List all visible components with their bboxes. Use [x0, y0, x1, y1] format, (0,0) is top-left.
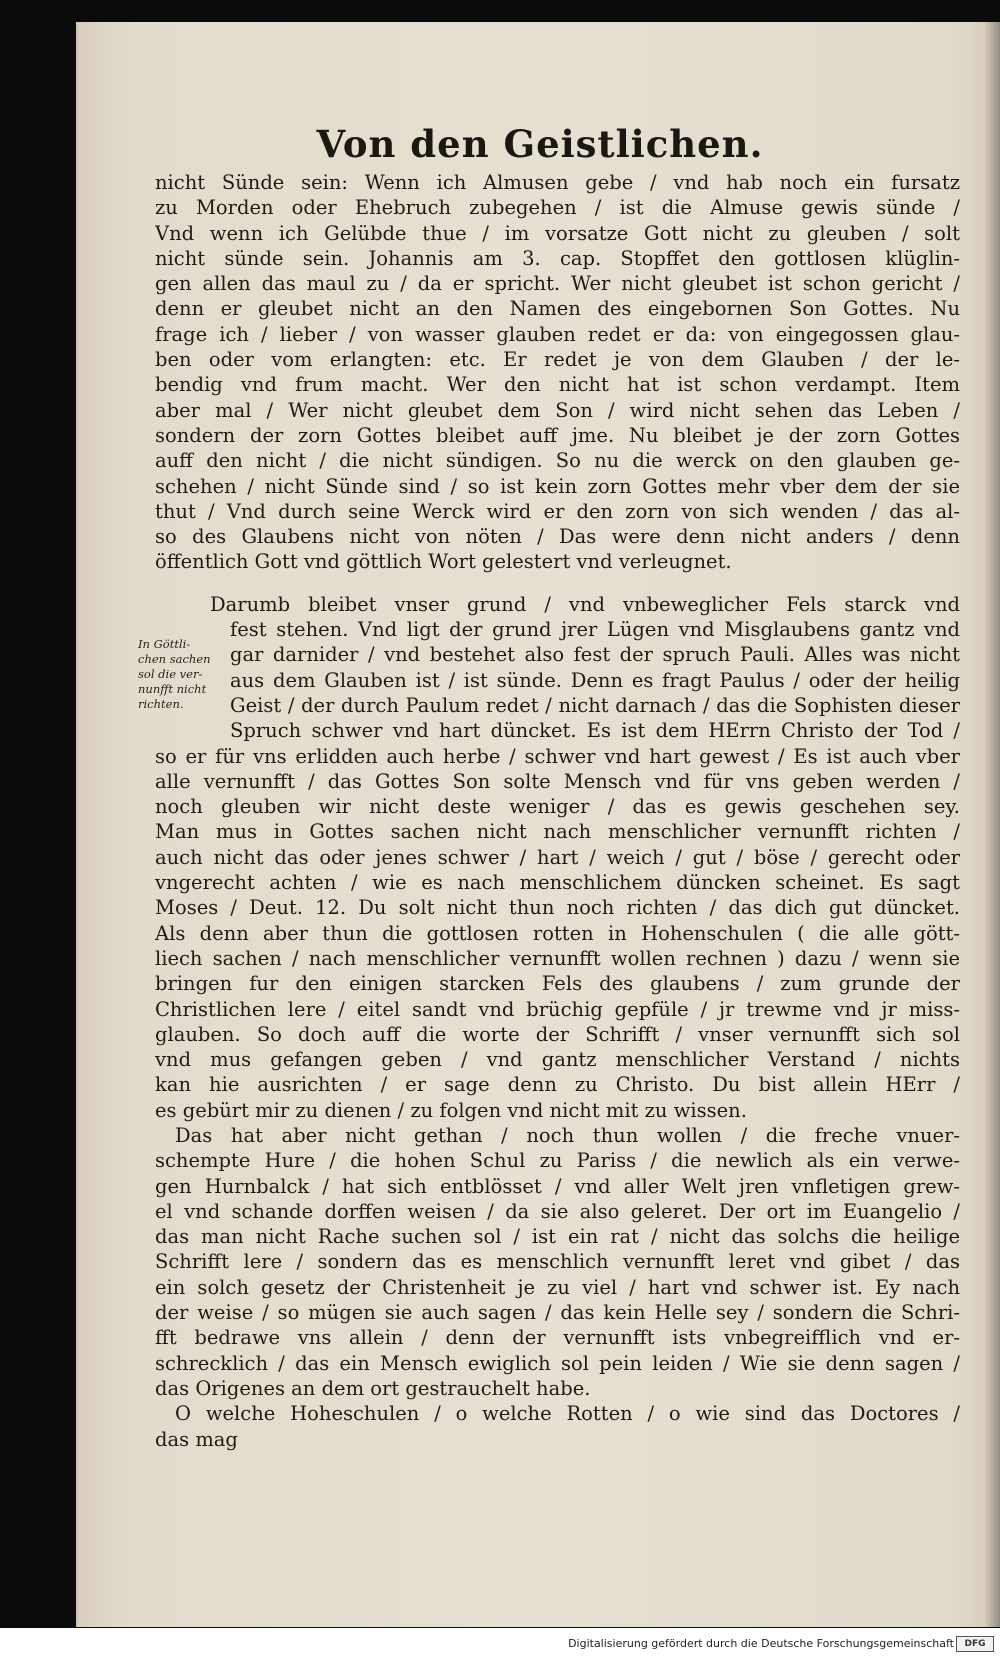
text-line: kan hie ausrichten / er sage denn zu Christo. Du bist allein HErr / — [155, 1073, 960, 1097]
text-line: schempte Hure / die hohen Schul zu Pariss / die newlich als ein verwe- — [155, 1149, 960, 1173]
text-line: denn er gleubet nicht an den Namen des eingebornen Son Gottes. Nu — [155, 297, 960, 321]
text-line: der weise / so mügen sie auch sagen / das kein Helle sey / sondern die Schri- — [155, 1301, 960, 1325]
margin-note-line: nunfft nicht — [138, 682, 207, 696]
margin-note — [138, 637, 228, 712]
text-line: es gebürt mir zu dienen / zu folgen vnd nicht mit zu wissen. — [155, 1098, 747, 1122]
text-line: zu Morden oder Ehebruch zubegehen / ist die Almuse gewis sünde / — [155, 196, 960, 220]
text-line: Das hat aber nicht gethan / noch thun wollen / die freche vnuer- — [175, 1123, 960, 1147]
footer-credit: Digitalisierung gefördert durch die Deutsche Forschungsgemeinschaft — [568, 1637, 954, 1650]
text-line: ein solch gesetz der Christenheit je zu viel / hart vnd schwer ist. Ey nach — [155, 1275, 960, 1299]
text-line: Schrifft lere / sondern das es menschlich vernunfft leret vnd gibet / das — [155, 1250, 960, 1274]
text-line: Man mus in Gottes sachen nicht nach menschlicher vernunfft richten / — [155, 820, 960, 844]
margin-note-line: In Göttli- — [138, 637, 191, 651]
text-line: auch nicht das oder jenes schwer / hart / weich / gut / böse / gerecht oder — [155, 845, 960, 869]
text-line: schrecklich / das ein Mensch ewiglich sol pein leiden / Wie sie denn sagen / — [155, 1351, 960, 1375]
text-line: bringen fur den einigen starcken Fels des glaubens / zum grunde der — [155, 972, 960, 996]
text-line: Vnd wenn ich Gelübde thue / im vorsatze Gott nicht zu gleuben / solt — [155, 221, 960, 245]
text-line: das mag — [155, 1427, 238, 1451]
text-line: Christlichen lere / eitel sandt vnd brüchig gepfüle / jr trewme vnd jr miss- — [155, 997, 960, 1021]
text-line: öffentlich Gott vnd göttlich Wort gelestert vnd verleugnet. — [155, 550, 732, 574]
text-line: aber mal / Wer nicht gleubet dem Son / wird nicht sehen das Leben / — [155, 398, 960, 422]
text-line: ben oder vom erlangten: etc. Er redet je von dem Glauben / der le- — [155, 348, 960, 372]
text-line: gen allen das maul zu / da er spricht. Wer nicht gleubet ist schon gericht / — [155, 272, 960, 296]
margin-note-line: richten. — [138, 697, 184, 711]
text-line: el vnd schande dorffen weisen / da sie also geleret. Der ort im Euangelio / — [155, 1199, 960, 1223]
text-line: vngerecht achten / wie es nach menschlichem düncken scheinet. Es sagt — [155, 871, 960, 895]
running-head: Von den Geistlichen. — [316, 122, 764, 166]
paragraph-gap — [155, 575, 960, 592]
text-line: sondern der zorn Gottes bleibet auff jme. Nu bleibet je der zorn Gottes — [155, 423, 960, 447]
text-line: Darumb bleibet vnser grund / vnd vnbeweglicher Fels starck vnd — [210, 592, 960, 616]
text-line: glauben. So doch auff die worte der Schrifft / vnser vernunfft sich sol — [155, 1022, 960, 1046]
text-line: gen Hurnbalck / hat sich entblösset / vnd aller Welt jren vnfletigen grew- — [155, 1174, 960, 1198]
text-line: thut / Vnd durch seine Werck wird er den zorn von sich wenden / das al- — [155, 499, 960, 523]
text-line: alle vernunfft / das Gottes Son solte Mensch vnd für vns geben werden / — [155, 769, 960, 793]
text-line: Spruch schwer vnd hart düncket. Es ist dem HErrn Christo der Tod / — [230, 719, 960, 743]
text-line: Moses / Deut. 12. Du solt nicht thun noch richten / das dich gut düncket. — [155, 896, 960, 920]
text-line: liech sachen / nach menschlicher vernunfft wollen rechnen ) dazu / wenn sie — [155, 946, 960, 970]
text-line: noch gleuben wir nicht deste weniger / das es gewis geschehen sey. — [155, 795, 960, 819]
text-line: bendig vnd frum macht. Wer den nicht hat ist schon verdampt. Item — [155, 373, 960, 397]
text-line: das man nicht Rache suchen sol / ist ein rat / nicht das solchs die heilige — [155, 1225, 960, 1249]
text-line: gar darnider / vnd bestehet also fest der spruch Pauli. Alles was nicht — [230, 643, 960, 667]
text-line: schehen / nicht Sünde sind / so ist kein zorn Gottes mehr vber dem der sie — [155, 474, 960, 498]
margin-note-line: chen sachen — [138, 652, 211, 666]
text-line: Geist / der durch Paulum redet / nicht darnach / das die Sophisten dieser — [230, 693, 960, 717]
text-line: frage ich / lieber / von wasser glauben redet er da: von eingegossen glau- — [155, 322, 960, 346]
dfg-logo-icon: DFG — [956, 1636, 994, 1652]
footer — [0, 1628, 1000, 1658]
text-line: nicht sünde sein. Johannis am 3. cap. Stopffet den gottlosen klüglin- — [155, 246, 960, 270]
text-line: so er für vns erlidden auch herbe / schwer vnd hart gewest / Es ist auch vber — [155, 744, 960, 768]
body-text — [155, 170, 960, 1452]
text-line: so des Glaubens nicht von nöten / Das were denn nicht anders / denn — [155, 525, 960, 549]
text-line: das Origenes an dem ort gestrauchelt habe. — [155, 1376, 591, 1400]
text-line: Als denn aber thun die gottlosen rotten in Hohenschulen ( die alle gött- — [155, 921, 960, 945]
text-line: vnd mus gefangen geben / vnd gantz menschlicher Verstand / nichts — [155, 1048, 960, 1072]
text-line: fest stehen. Vnd ligt der grund jrer Lügen vnd Misglaubens gantz vnd — [230, 618, 960, 642]
text-line: auff den nicht / die nicht sündigen. So nu die werck on den glauben ge- — [155, 449, 960, 473]
text-line: O welche Hoheschulen / o welche Rotten / o wie sind das Doctores / — [175, 1402, 960, 1426]
text-line: nicht Sünde sein: Wenn ich Almusen gebe / vnd hab noch ein fursatz — [155, 171, 960, 194]
margin-note-line: sol die ver- — [138, 667, 203, 681]
text-line: aus dem Glauben ist / ist sünde. Denn es fragt Paulus / oder der heilig — [230, 668, 960, 692]
text-line: fft bedrawe vns allein / denn der vernunfft ists vnbegreifflich vnd er- — [155, 1326, 960, 1350]
